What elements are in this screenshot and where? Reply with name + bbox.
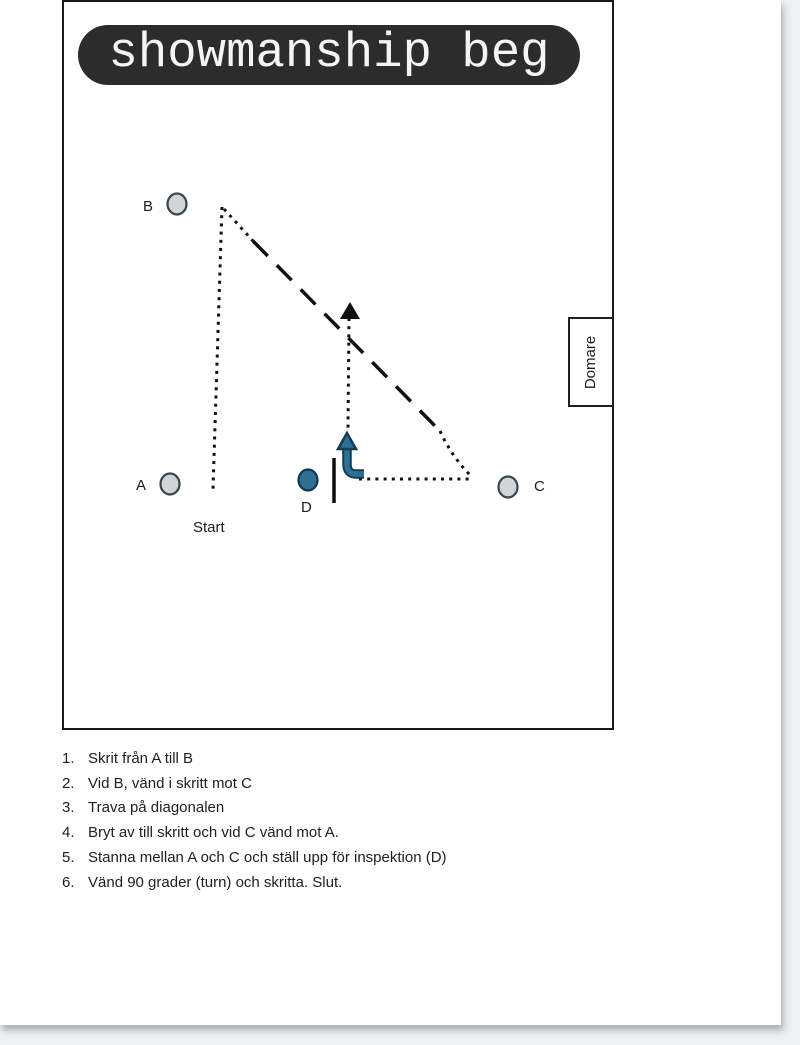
title-pill [78,25,580,85]
exit-arrowhead-icon [340,302,360,319]
dotted-diagonal-bottom [440,431,471,476]
dotted-path-a-to-b [213,207,222,489]
instruction-text: Bryt av till skritt och vid C vänd mot A. [88,824,339,842]
instruction-number: 6. [62,873,75,891]
dashed-diagonal-path [253,241,440,431]
turn-arrow-head-icon [338,433,356,449]
instruction-number: 2. [62,774,75,792]
instruction-number: 5. [62,848,75,866]
marker-circle-c [499,477,518,498]
marker-label-c: C [534,478,545,495]
start-label: Start [193,519,225,536]
judge-box [568,317,614,407]
dotted-diagonal-top [224,209,253,241]
instruction-number: 4. [62,824,75,842]
instruction-number: 1. [62,750,75,767]
instruction-text: Vid B, vänd i skritt mot C [88,774,252,792]
instruction-text: Trava på diagonalen [88,799,225,817]
marker-label-d: D [301,499,312,516]
instruction-text: Skrit från A till B [88,750,194,767]
instruction-text: Vänd 90 grader (turn) och skritta. Slut. [88,873,343,891]
instruction-text: Stanna mellan A och C och ställ upp för inspektion (D) [88,848,447,866]
marker-label-a: A [136,477,147,494]
instruction-number: 3. [62,799,75,817]
marker-circle-d [299,470,318,491]
page-title: showmanship beg [108,24,550,81]
marker-label-b: B [143,198,154,215]
judge-label: Domare [582,335,600,389]
marker-circle-a [161,474,180,495]
marker-circle-b [168,194,187,215]
dotted-exit-path [348,318,349,428]
